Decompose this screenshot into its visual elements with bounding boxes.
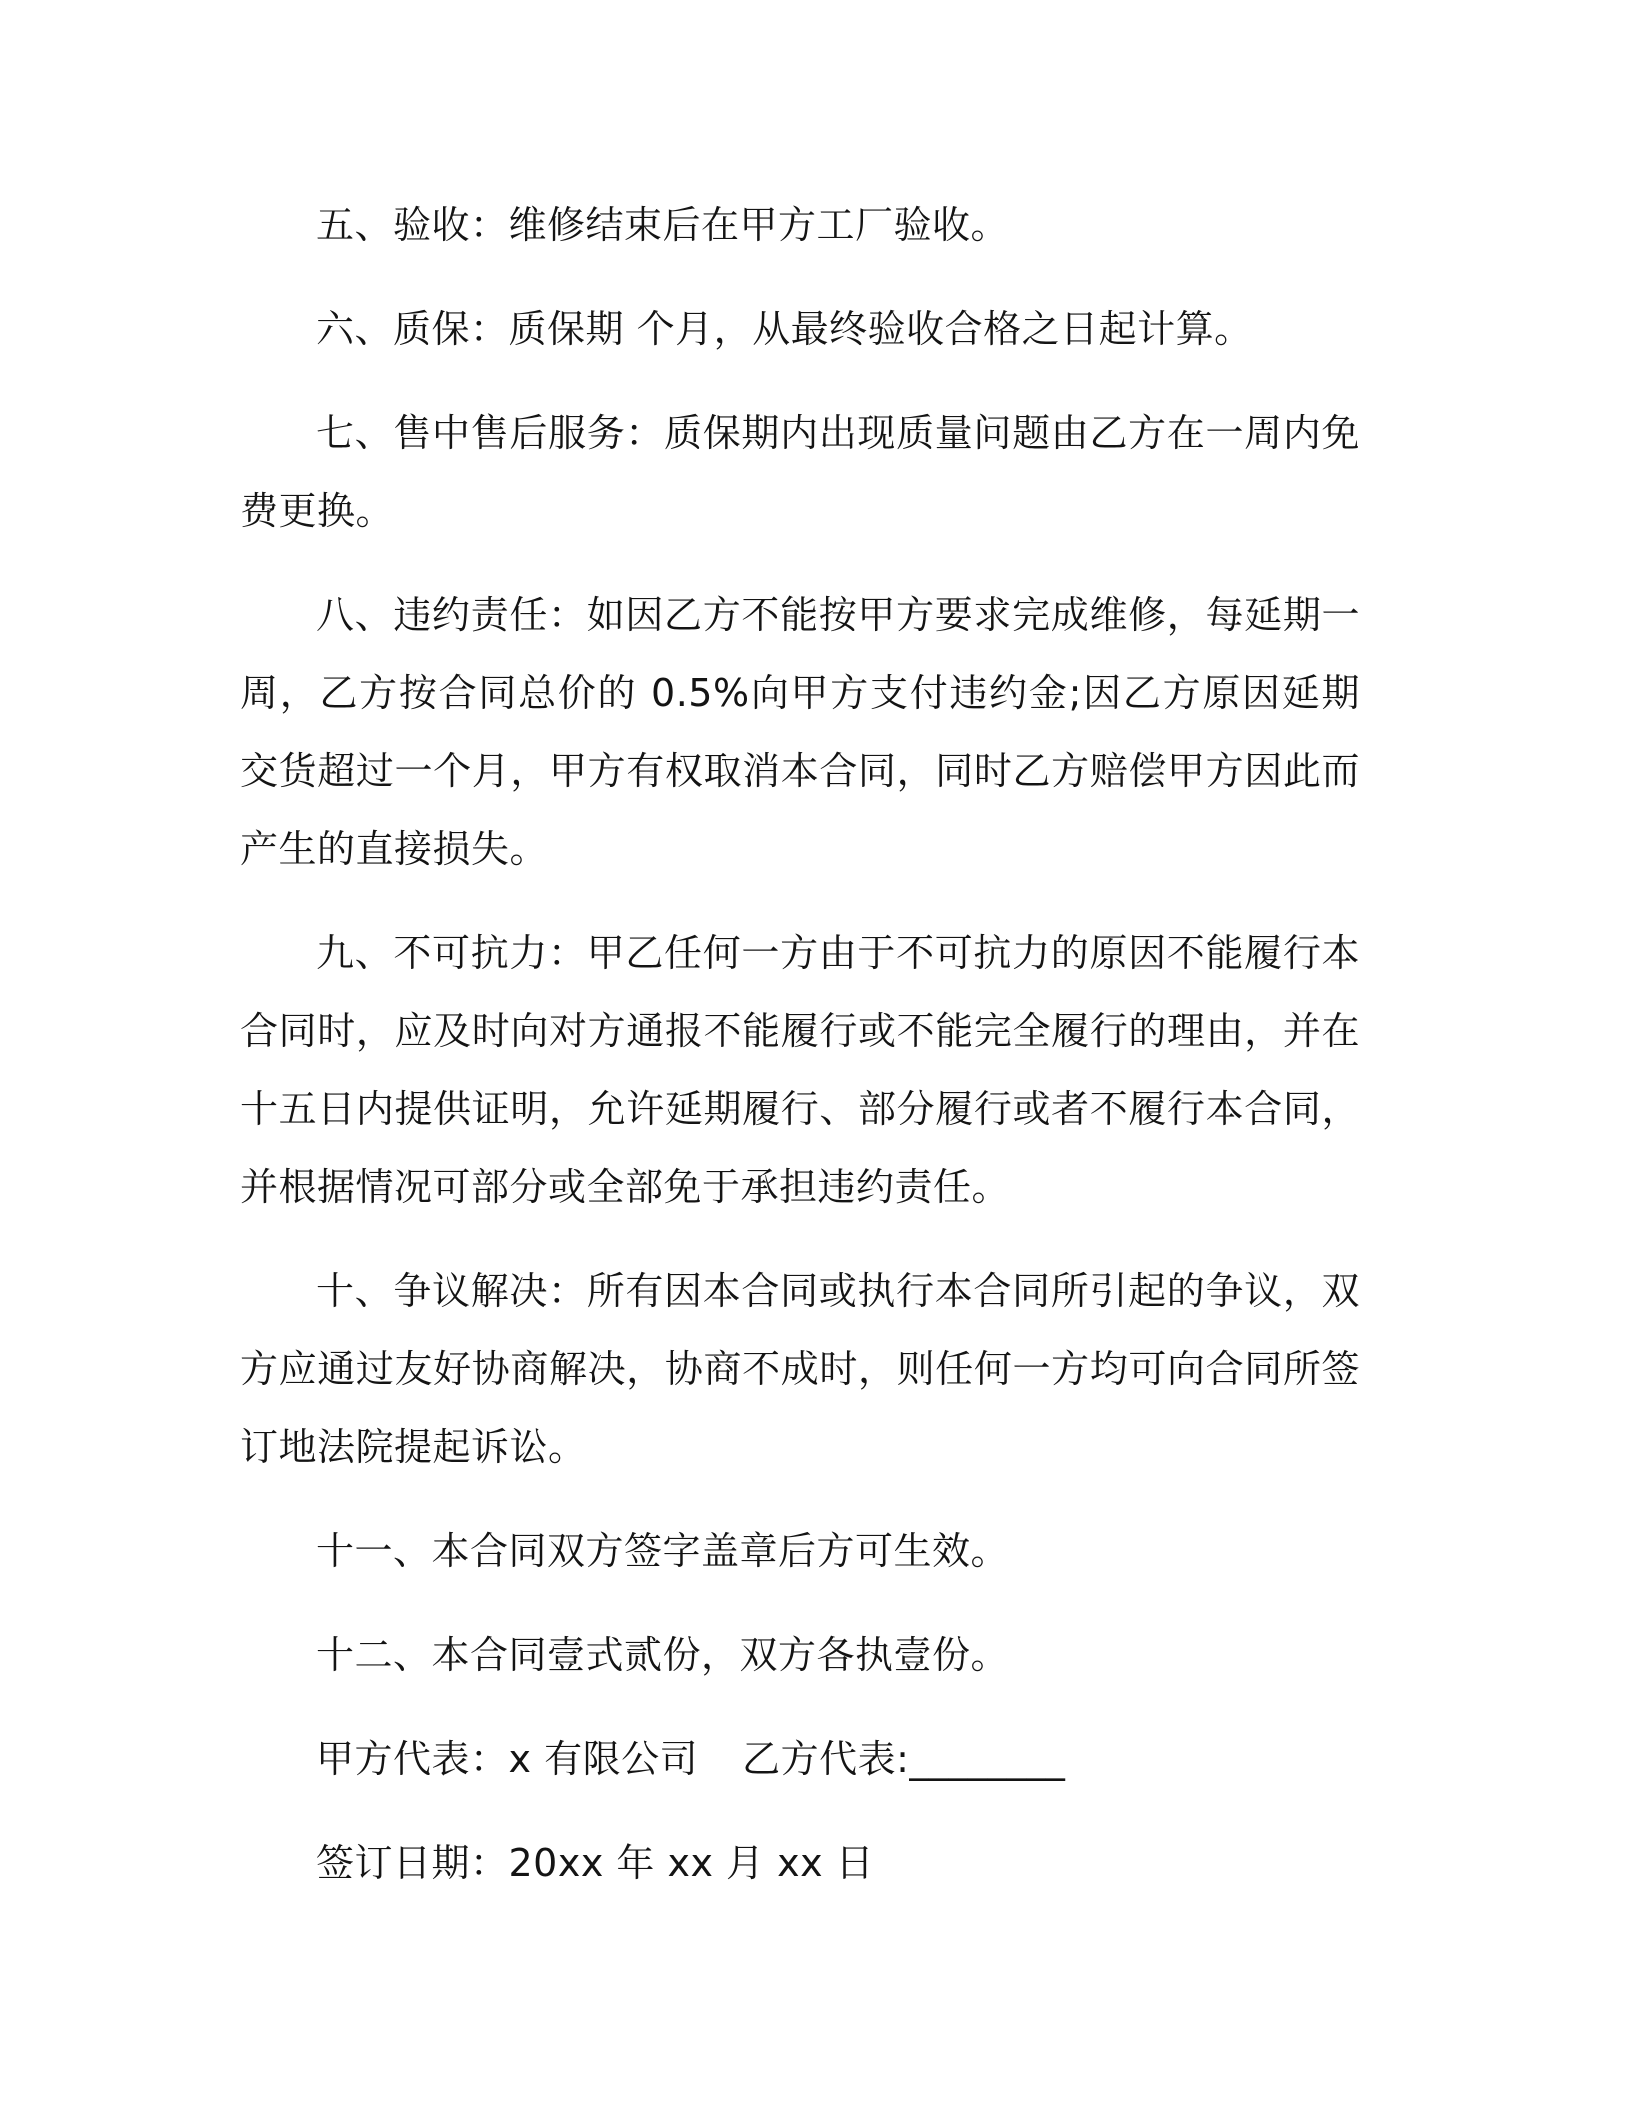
party-a-representative: 甲方代表：x 有限公司 [316,1737,699,1781]
clause-copies: 十二、本合同壹式贰份，双方各执壹份。 [316,1633,1010,1677]
signature-line [240,1720,1360,1798]
signing-date: 签订日期：20xx 年 xx 月 xx 日 [316,1841,875,1885]
party-b-representative: 乙方代表:________ [742,1737,1066,1781]
contract-body [240,186,1360,1928]
clause-effectiveness: 十一、本合同双方签字盖章后方可生效。 [316,1529,1010,1573]
clause-acceptance: 五、验收：维修结束后在甲方工厂验收。 [316,203,1010,247]
clause-warranty: 六、质保：质保期 个月，从最终验收合格之日起计算。 [316,307,1253,351]
clause-after-sales-service: 七、售中售后服务：质保期内出现质量问题由乙方在一周内免费更换。 [240,411,1360,533]
clause-dispute-resolution: 十、争议解决：所有因本合同或执行本合同所引起的争议，双方应通过友好协商解决，协商不成时，则任何一方均可向合同所签订地法院提起诉讼。 [240,1269,1360,1469]
clause-force-majeure: 九、不可抗力：甲乙任何一方由于不可抗力的原因不能履行本合同时，应及时向对方通报不能履行或不能完全履行的理由，并在十五日内提供证明，允许延期履行、部分履行或者不履行本合同，并根据情况可部分或全部免于承担违约责任。 [240,931,1360,1209]
clause-liability-for-breach: 八、违约责任：如因乙方不能按甲方要求完成维修，每延期一周，乙方按合同总价的 0.5%向甲方支付违约金;因乙方原因延期交货超过一个月，甲方有权取消本合同，同时乙方赔偿甲方因此而产生的直接损失。 [240,593,1360,871]
